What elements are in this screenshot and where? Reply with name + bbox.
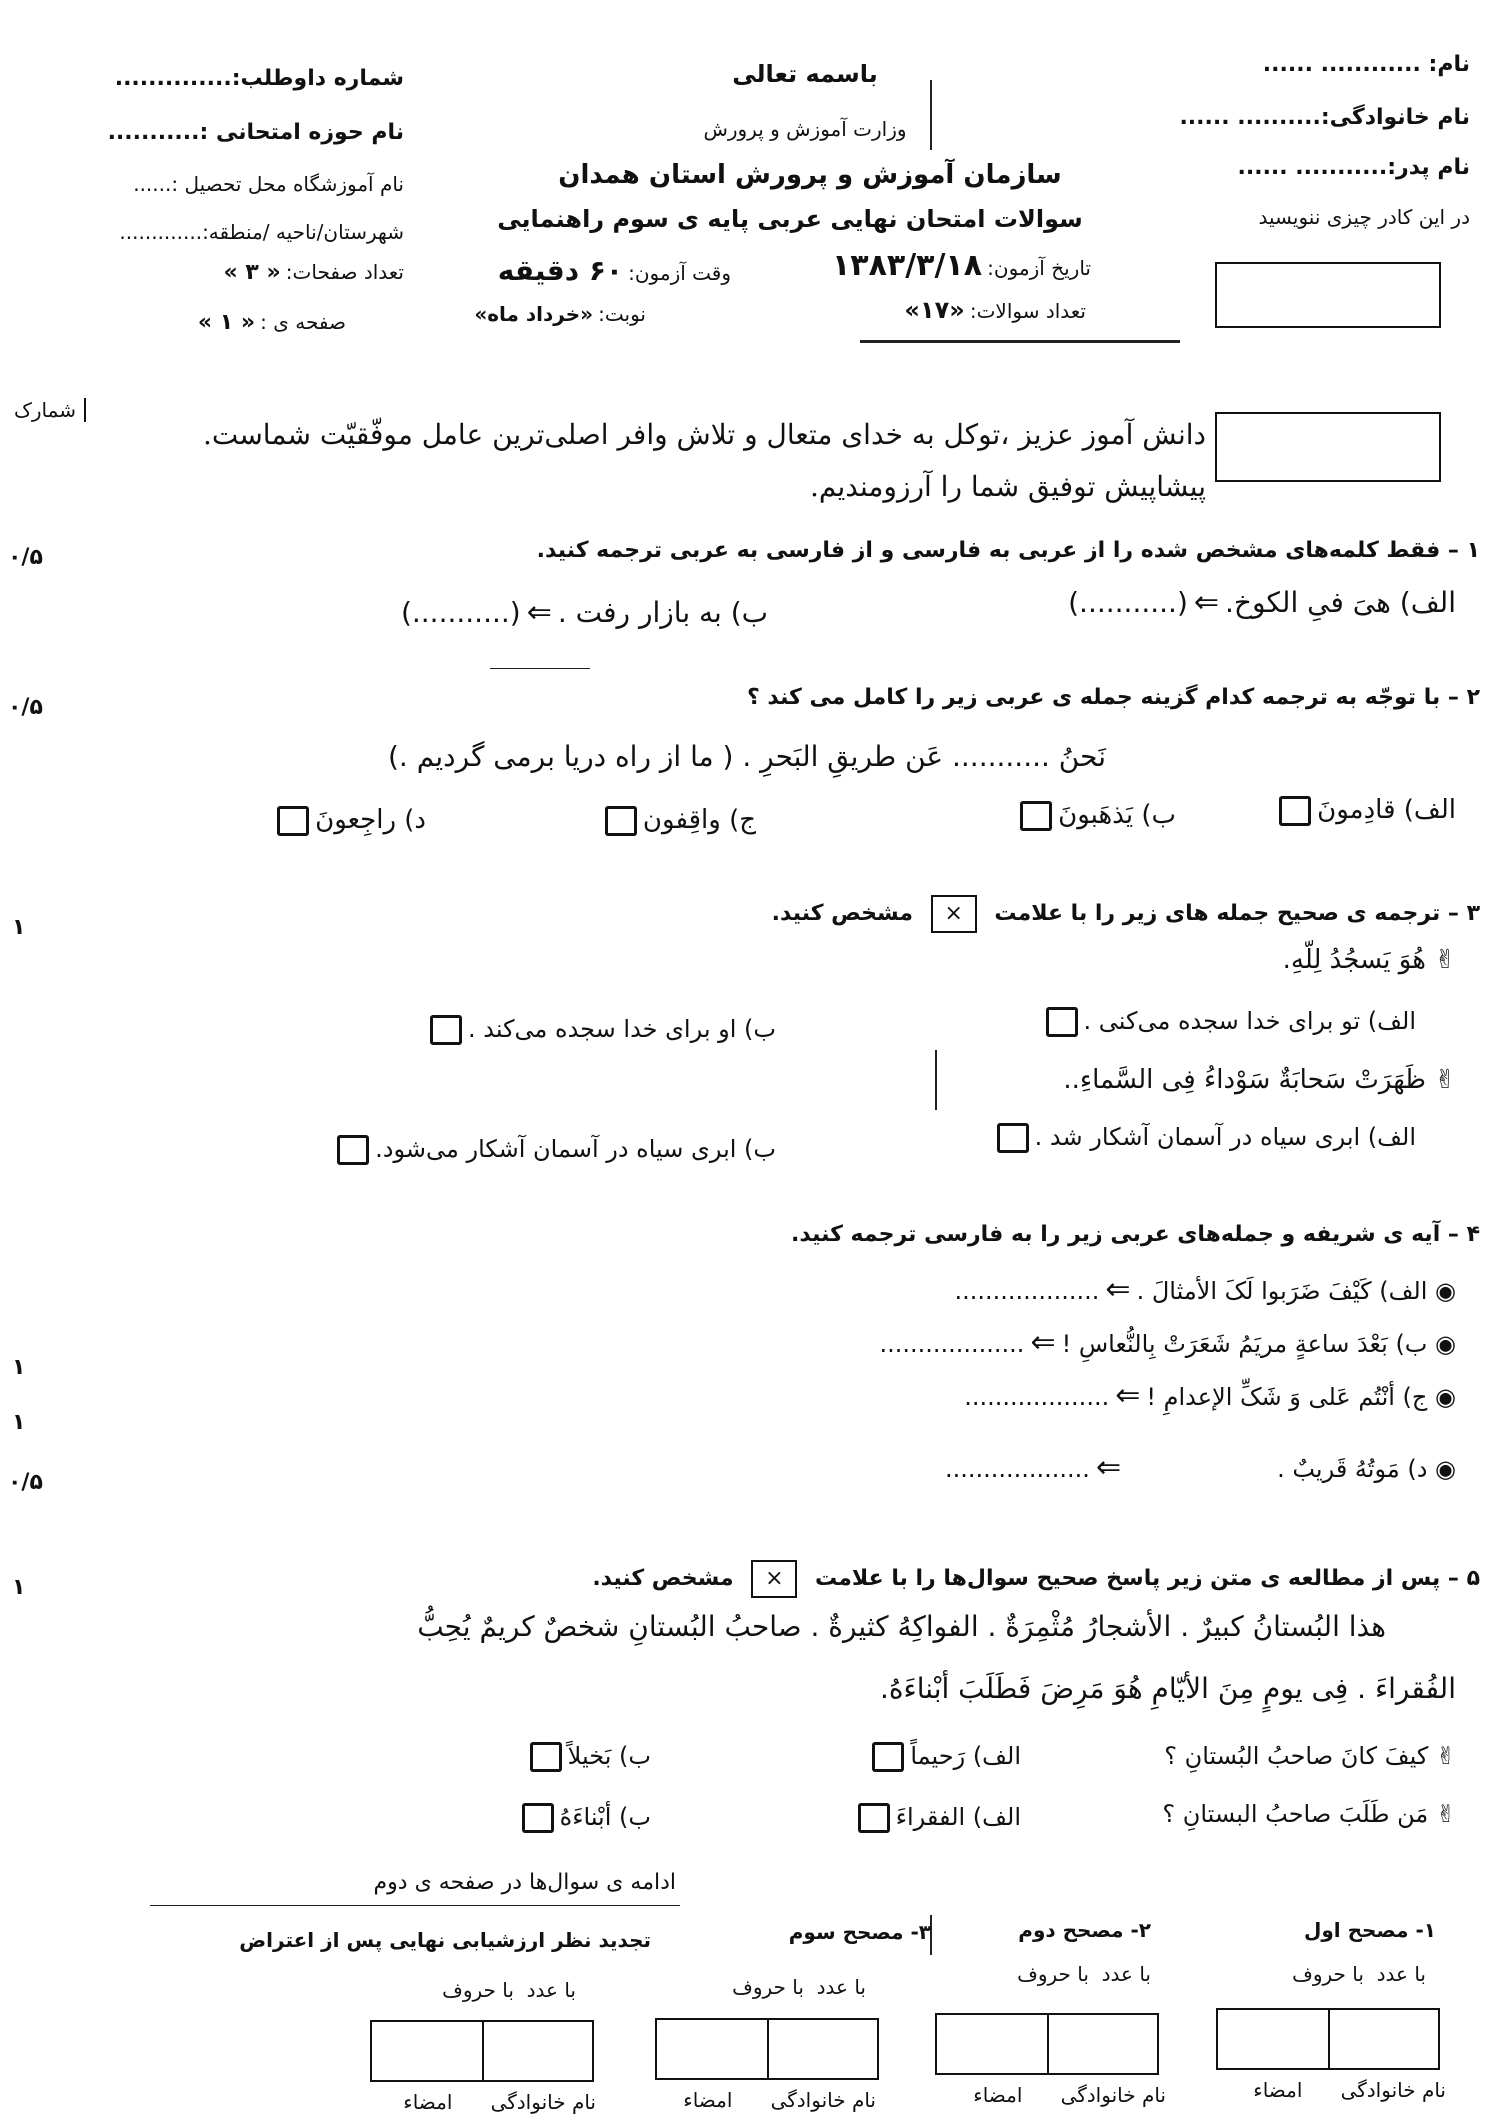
q5-q2: ✌ مَن طَلَبَ صاحبُ البستانِ ؟ <box>1162 1800 1456 1828</box>
grader-3-sign: نام خانوادگی امضاء <box>683 2088 876 2112</box>
checkbox[interactable] <box>337 1135 369 1165</box>
grader-1-score-box[interactable] <box>1216 2008 1440 2070</box>
hand-icon: ✌ <box>1435 1742 1456 1770</box>
score-header: شمارک <box>14 398 86 422</box>
q4-item-c: ◉ ج) أنْتُم عَلی وَ شَکِّ الإعدامِ !⇐................... <box>964 1378 1456 1413</box>
q5-q2-a[interactable]: الف) الفقراءَ <box>852 1803 1021 1833</box>
eye-icon: ◉ <box>1435 1455 1456 1483</box>
x-mark-icon: × <box>931 895 977 933</box>
checkbox[interactable] <box>997 1123 1029 1153</box>
separator <box>490 668 590 669</box>
q5-passage-1: هذا البُستانُ کبیرٌ . الأشجارُ مُثْمِرَةٌ . الفواکِهُ کثیرةٌ . صاحبُ البُستانِ شخصٌ کریمٌ یُحِبُّ <box>417 1610 1386 1643</box>
q5-q2-b[interactable]: ب) أبْناءَهُ <box>516 1803 651 1833</box>
q1-text: ۱ – فقط کلمه‌های مشخص شده را از عربی به فارسی و از فارسی به عربی ترجمه کنید. <box>536 538 1480 563</box>
q4-item-d: ◉ د) مَوتُهُ قَریبٌ .⇐................... <box>944 1450 1456 1485</box>
q2-option-c[interactable]: ج) واقِفون <box>599 805 756 836</box>
grader-2-sign: نام خانوادگی امضاء <box>973 2083 1166 2107</box>
grader-2-entry: با عدد با حروف <box>1017 1962 1151 1986</box>
grader-1-title: ۱- مصحح اول <box>1303 1918 1436 1942</box>
score-q3: ۱ <box>12 915 26 940</box>
score-q2: ۰/۵ <box>8 695 43 720</box>
continue-note: ادامه ی سوال‌ها در صفحه ی دوم <box>373 1870 676 1895</box>
q5-q1-b[interactable]: ب) بَخیلاً <box>524 1742 651 1772</box>
grader-1-entry: با عدد با حروف <box>1292 1962 1426 1986</box>
appeal-sign: نام خانوادگی امضاء <box>403 2090 596 2114</box>
checkbox[interactable] <box>1279 796 1311 826</box>
score-q4-a: ۱ <box>12 1355 26 1380</box>
name-label: نام: ............ ...... <box>1262 52 1470 77</box>
q5-passage-2: الفُقراءَ . فِی یومٍ مِنَ الأیّامِ هُوَ مَرِضَ فَطَلَبَ أبْناءَهُ. <box>879 1672 1456 1705</box>
page-count: تعداد صفحات: « ۳ » <box>223 260 404 285</box>
q4-item-a: ◉ الف) کَیْفَ ضَرَبوا لَکَ الأمثالَ .⇐................... <box>954 1272 1456 1307</box>
no-write-box <box>1215 262 1441 328</box>
checkbox[interactable] <box>430 1015 462 1045</box>
score-box <box>1215 412 1441 482</box>
hand-icon: ✌ <box>1434 1065 1456 1095</box>
divider <box>930 80 932 150</box>
q3-s1: ✌ هُوَ یَسجُدُ لِلّهِ. <box>1282 945 1456 975</box>
q5-q1: ✌ کیفَ کانَ صاحبُ البُستانِ ؟ <box>1164 1742 1456 1770</box>
score-q4-b: ۱ <box>12 1410 26 1435</box>
candidate-number-label: شماره داوطلب:.............. <box>114 66 404 91</box>
header-underline <box>860 340 1180 343</box>
school-label: نام آموزشگاه محل تحصیل :...... <box>133 172 404 196</box>
org-title: سازمان آموزش و پرورش استان همدان <box>558 160 1062 190</box>
exam-title: سوالات امتحان نهایی عربی پایه ی سوم راهنمایی <box>497 205 1083 233</box>
city-label: شهرستان/ناحیه /منطقه:............. <box>119 220 404 244</box>
exam-time: وقت آزمون: ۶۰ دقیقه <box>497 254 731 287</box>
x-mark-icon: × <box>751 1560 797 1598</box>
q3-s2: ✌ ظَهَرَتْ سَحابَةٌ سَوْداءُ فِی السَّماءِ.. <box>1063 1065 1456 1095</box>
q2-sentence: نَحنُ ........... عَن طریقِ البَحرِ . ( ما از راه دریا برمی گردیم .) <box>388 740 1106 773</box>
father-label: نام پدر:........... ...... <box>1237 155 1470 180</box>
q3-s2-a[interactable]: الف) ابری سیاه در آسمان آشکار شد . <box>991 1123 1416 1153</box>
q1-b: ب) به بازار رفت .⇐(...........) <box>400 595 768 630</box>
page-number: صفحه ی : « ۱ » <box>197 310 346 335</box>
exam-turn: نوبت: «خرداد ماه» <box>474 302 646 326</box>
checkbox[interactable] <box>605 806 637 836</box>
q5-text: ۵ – پس از مطالعه ی متن زیر پاسخ صحیح سوال‌ها را با علامت × مشخص کنید. <box>592 1560 1480 1598</box>
q4-item-b: ◉ ب) بَعْدَ ساعةٍ مریَمُ شَعَرَتْ بِالنُّعاسِ !⇐................... <box>879 1325 1456 1360</box>
appeal-title: تجدید نظر ارزشیابی نهایی پس از اعتراض <box>239 1928 651 1952</box>
grader-3-score-box[interactable] <box>655 2018 879 2080</box>
ministry: وزارت آموزش و پرورش <box>703 117 907 141</box>
appeal-score-box[interactable] <box>370 2020 594 2082</box>
grader-3-entry: با عدد با حروف <box>732 1975 866 1999</box>
family-label: نام خانوادگی:.......... ...... <box>1179 105 1470 130</box>
q3-s1-a[interactable]: الف) تو برای خدا سجده می‌کنی . <box>1040 1007 1416 1037</box>
q2-text: ۲ – با توجّه به ترجمه کدام گزینه جمله ی عربی زیر را کامل می کند ؟ <box>746 685 1480 710</box>
score-q1: ۰/۵ <box>8 545 43 570</box>
grader-3-title: ۳- مصحح سوم <box>788 1920 931 1944</box>
no-write-note: در این کادر چیزی ننویسید <box>1258 205 1470 229</box>
q4-text: ۴ – آیه ی شریفه و جمله‌های عربی زیر را به فارسی ترجمه کنید. <box>791 1222 1480 1247</box>
grader-2-score-box[interactable] <box>935 2013 1159 2075</box>
q2-option-b[interactable]: ب) یَذهَبونَ <box>1014 800 1176 831</box>
grader-1-sign: نام خانوادگی امضاء <box>1253 2078 1446 2102</box>
checkbox[interactable] <box>872 1742 904 1772</box>
q1-a: الف) هیَ فیِ الکوخ.⇐(...........) <box>1068 585 1456 620</box>
hand-icon: ✌ <box>1435 1800 1456 1828</box>
intro-line-2: پیشاپیش توفیق شما را آرزومندیم. <box>809 470 1206 503</box>
score-q4-c: ۰/۵ <box>8 1470 43 1495</box>
intro-line-1: دانش آموز عزیز ،توکل به خدای متعال و تلاش وافر اصلی‌ترین عامل موفّقیّت شماست. <box>202 418 1206 451</box>
checkbox[interactable] <box>277 806 309 836</box>
q2-option-a[interactable]: الف) قادِمونَ <box>1273 795 1456 826</box>
checkbox[interactable] <box>530 1742 562 1772</box>
q3-text: ۳ – ترجمه ی صحیح جمله های زیر را با علامت × مشخص کنید. <box>772 895 1480 933</box>
divider <box>935 1050 937 1110</box>
exam-date: تاریخ آزمون: ۱۳۸۳/۳/۱۸ <box>831 248 1091 283</box>
hand-icon: ✌ <box>1434 945 1456 975</box>
checkbox[interactable] <box>1046 1007 1078 1037</box>
score-q5: ۱ <box>12 1575 26 1600</box>
eye-icon: ◉ <box>1435 1277 1456 1305</box>
checkbox[interactable] <box>1020 801 1052 831</box>
q3-s1-b[interactable]: ب) او برای خدا سجده می‌کند . <box>424 1015 776 1045</box>
exam-area-label: نام حوزه امتحانی :........... <box>107 120 404 145</box>
question-count: تعداد سوالات: «۱۷» <box>904 296 1086 324</box>
q5-q1-a[interactable]: الف) رَحیماً <box>866 1742 1021 1772</box>
checkbox[interactable] <box>858 1803 890 1833</box>
continue-underline <box>150 1905 680 1906</box>
eye-icon: ◉ <box>1435 1383 1456 1411</box>
basmala: باسمه تعالی <box>732 60 878 88</box>
checkbox[interactable] <box>522 1803 554 1833</box>
eye-icon: ◉ <box>1435 1330 1456 1358</box>
q2-option-d[interactable]: د) راجِعونَ <box>271 805 426 836</box>
q3-s2-b[interactable]: ب) ابری سیاه در آسمان آشکار می‌شود. <box>331 1135 776 1165</box>
grader-2-title: ۲- مصحح دوم <box>1018 1918 1151 1942</box>
appeal-entry: با عدد با حروف <box>442 1978 576 2002</box>
